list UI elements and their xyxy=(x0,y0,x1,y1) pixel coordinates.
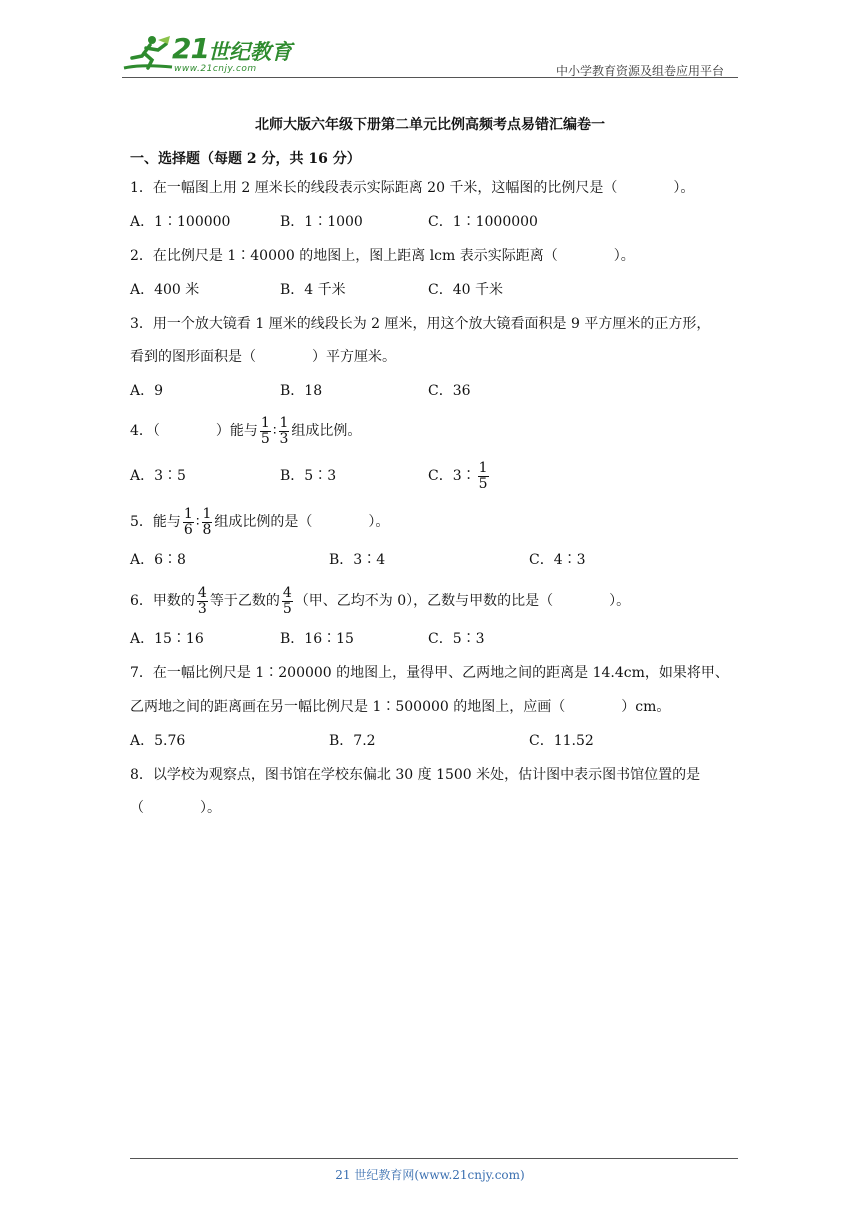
q3-option-c: C．36 xyxy=(428,383,471,399)
q5-prefix: 5．能与 xyxy=(130,514,181,530)
q5-fraction-1 xyxy=(183,507,194,538)
question-7-line-1: 7．在一幅比例尺是 1∶200000 的地图上，量得甲、乙两地之间的距离是 14.4cm，如果将甲、 xyxy=(130,665,729,681)
fraction-numerator: 1 xyxy=(478,459,488,476)
q2-option-b: B．4 千米 xyxy=(280,282,346,298)
header-divider xyxy=(122,77,738,78)
q4-prefix: 4．（ ）能与 xyxy=(130,423,258,439)
q4-fraction-2 xyxy=(279,416,290,447)
question-7-line-2: 乙两地之间的距离画在另一幅比例尺是 1∶500000 的地图上，应画（ ）cm。 xyxy=(130,699,671,715)
q4-option-c xyxy=(428,458,491,494)
fraction-numerator: 4 xyxy=(197,584,207,601)
q1-option-a: A．1∶100000 xyxy=(130,214,231,230)
q7-option-a: A．5.76 xyxy=(130,733,186,749)
ratio-colon: ∶ xyxy=(272,423,277,439)
header-tagline: 中小学教育资源及组卷应用平台 xyxy=(555,64,724,78)
q7-option-b: B．7.2 xyxy=(329,733,376,749)
q5-option-b: B．3∶4 xyxy=(329,552,386,568)
question-8-line-1: 8．以学校为观察点，图书馆在学校东偏北 30 度 1500 米处，估计图中表示图书馆位置的是 xyxy=(130,767,701,783)
q5-fraction-2 xyxy=(202,507,213,538)
question-1: 1．在一幅图上用 2 厘米长的线段表示实际距离 20 千米，这幅图的比例尺是（ ）。 xyxy=(130,180,695,196)
q5-suffix: 组成比例的是（ ）。 xyxy=(214,514,390,530)
logo-text: 世纪教育 xyxy=(208,40,292,64)
runner-logo-icon xyxy=(122,34,176,74)
logo xyxy=(122,30,292,78)
q3-option-a: A．9 xyxy=(130,383,164,399)
page-header xyxy=(122,30,738,80)
q4-option-c-fraction xyxy=(478,461,489,492)
q2-option-c: C．40 千米 xyxy=(428,282,503,298)
q6-fraction-2 xyxy=(282,586,293,617)
fraction-denominator: 3 xyxy=(279,430,289,447)
question-2: 2．在比例尺是 1∶40000 的地图上，图上距离 lcm 表示实际距离（ ）。 xyxy=(130,248,635,264)
q7-option-c: C．11.52 xyxy=(529,733,594,749)
question-6 xyxy=(130,583,630,619)
q4-suffix: 组成比例。 xyxy=(291,423,362,439)
fraction-numerator: 1 xyxy=(183,505,193,522)
q1-option-b: B．1∶1000 xyxy=(280,214,363,230)
question-5 xyxy=(130,504,389,540)
fraction-denominator: 3 xyxy=(197,600,207,617)
q4-option-b: B．5∶3 xyxy=(280,468,337,484)
fraction-numerator: 1 xyxy=(279,414,289,431)
q6-prefix: 6．甲数的 xyxy=(130,593,195,609)
fraction-numerator: 1 xyxy=(260,414,270,431)
q6-option-b: B．16∶15 xyxy=(280,631,354,647)
q2-option-a: A．400 米 xyxy=(130,282,200,298)
fraction-denominator: 5 xyxy=(478,475,488,492)
q6-fraction-1 xyxy=(197,586,208,617)
fraction-numerator: 4 xyxy=(282,584,292,601)
q6-option-c: C．5∶3 xyxy=(428,631,485,647)
q6-option-a: A．15∶16 xyxy=(130,631,204,647)
fraction-denominator: 5 xyxy=(282,600,292,617)
footer-divider xyxy=(130,1158,738,1159)
section-heading: 一、选择题（每题 2 分，共 16 分） xyxy=(130,151,361,167)
q3-option-b: B．18 xyxy=(280,383,323,399)
fraction-denominator: 8 xyxy=(202,521,212,538)
q6-middle: 等于乙数的 xyxy=(209,593,280,609)
q4-option-c-label: C．3∶ xyxy=(428,468,476,484)
logo-number: 21 xyxy=(172,32,209,65)
question-3-line-2: 看到的图形面积是（ ）平方厘米。 xyxy=(130,349,396,365)
q6-suffix: （甲、乙均不为 0），乙数与甲数的比是（ ）。 xyxy=(294,593,631,609)
q5-option-c: C．4∶3 xyxy=(529,552,586,568)
question-4 xyxy=(130,413,361,449)
q4-option-a: A．3∶5 xyxy=(130,468,186,484)
question-3-line-1: 3．用一个放大镜看 1 厘米的线段长为 2 厘米，用这个放大镜看面积是 9 平方厘米的正方形， xyxy=(130,316,711,332)
logo-url: www.21cnjy.com xyxy=(174,64,257,74)
q4-fraction-1 xyxy=(260,416,271,447)
question-8-line-2: （ ）。 xyxy=(130,800,221,816)
q5-option-a: A．6∶8 xyxy=(130,552,186,568)
footer-text: 21 世纪教育网(www.21cnjy.com) xyxy=(335,1168,525,1182)
fraction-denominator: 6 xyxy=(183,521,193,538)
ratio-colon: ∶ xyxy=(195,514,200,530)
fraction-denominator: 5 xyxy=(260,430,270,447)
document-title: 北师大版六年级下册第二单元比例高频考点易错汇编卷一 xyxy=(255,117,605,133)
q1-option-c: C．1∶1000000 xyxy=(428,214,538,230)
fraction-numerator: 1 xyxy=(202,505,212,522)
